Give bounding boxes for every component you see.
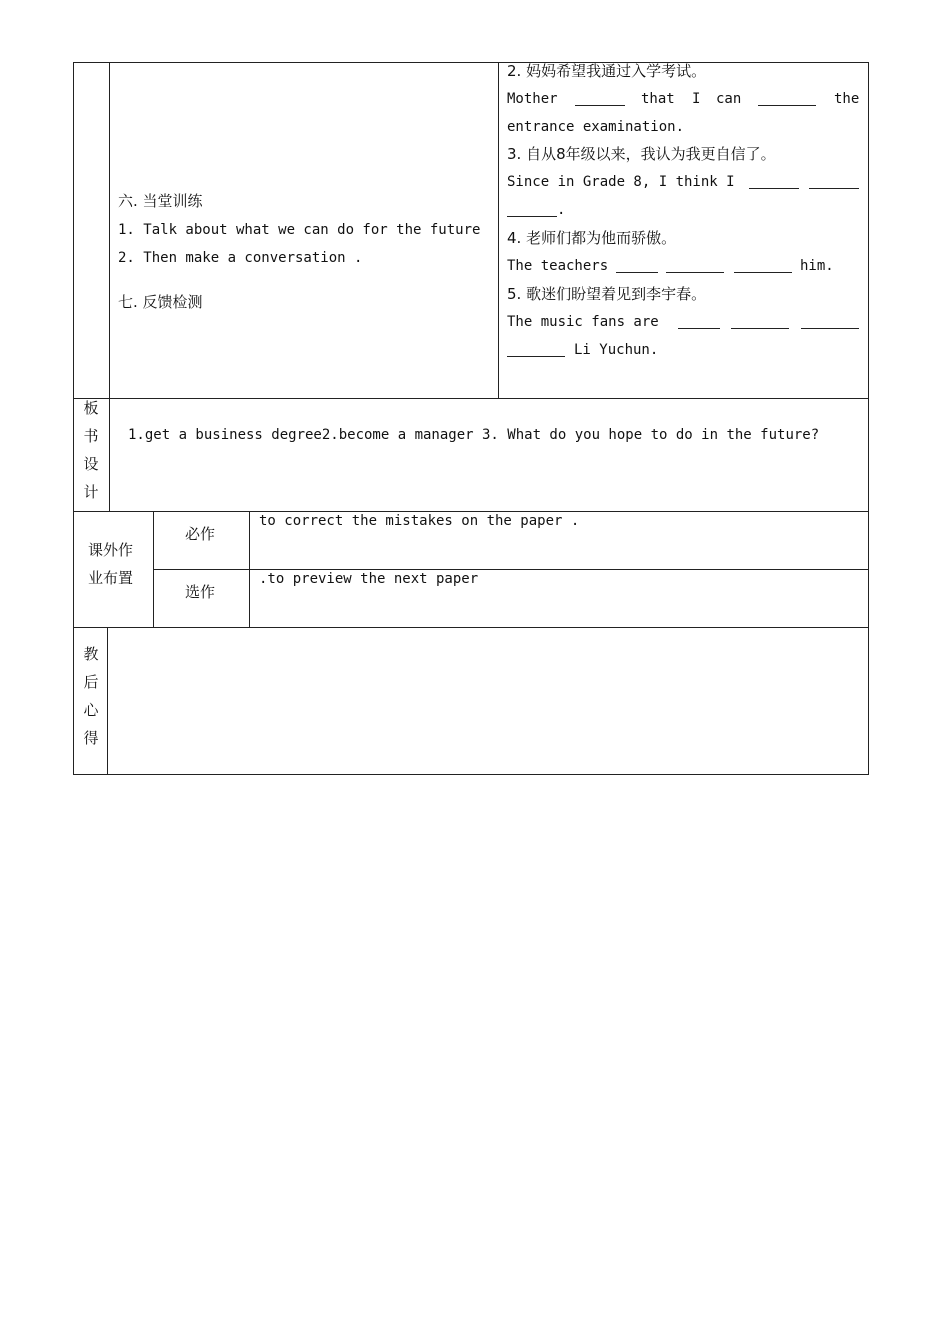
- question-4-english: The teachers: [507, 258, 609, 274]
- practice-item-2: 2. Then make a conversation .: [118, 250, 363, 266]
- required-label: 必作: [185, 525, 216, 543]
- question-2-word: that: [641, 91, 675, 107]
- reflection-label: 教 后 心 得: [83, 645, 99, 747]
- question-2-word: can: [716, 91, 742, 107]
- homework-label-line-1: 课外作: [88, 541, 134, 559]
- answer-blank: [731, 314, 789, 329]
- answer-blank: [801, 314, 859, 329]
- question-2-word: Mother: [507, 91, 558, 107]
- answer-blank: [575, 91, 625, 106]
- homework-label-line-2: 业布置: [88, 569, 134, 587]
- answer-blank: [616, 258, 658, 273]
- board-design-label: 板 书 设 计: [83, 399, 99, 501]
- answer-blank: [734, 258, 792, 273]
- feedback-heading: 七. 反馈检测: [118, 293, 203, 311]
- optional-label: 选作: [185, 583, 216, 601]
- question-3-chinese: 3. 自从8年级以来，我认为我更自信了。: [507, 145, 776, 163]
- question-2-word: the: [834, 91, 860, 107]
- question-4-end: him.: [800, 258, 834, 274]
- practice-item-1: 1. Talk about what we can do for the future: [118, 222, 481, 238]
- question-2-word: I: [692, 91, 701, 107]
- answer-blank: [678, 314, 720, 329]
- answer-blank: [809, 174, 859, 189]
- question-5-chinese: 5. 歌迷们盼望着见到李宇春。: [507, 285, 707, 303]
- question-5-end: Li Yuchun.: [574, 342, 659, 358]
- answer-blank: [749, 174, 799, 189]
- practice-heading: 六. 当堂训练: [118, 192, 203, 210]
- question-3-english: Since in Grade 8, I think I: [507, 174, 735, 190]
- required-text: to correct the mistakes on the paper .: [259, 513, 580, 529]
- question-2-line-2: entrance examination.: [507, 119, 685, 135]
- answer-blank: [507, 342, 565, 357]
- question-4-chinese: 4. 老师们都为他而骄傲。: [507, 229, 677, 247]
- optional-text: .to preview the next paper: [259, 571, 479, 587]
- answer-blank: [507, 202, 557, 217]
- question-2-chinese: 2. 妈妈希望我通过入学考试。: [507, 62, 707, 80]
- board-design-content: 1.get a business degree2.become a manager 3. What do you hope to do in the future?: [128, 427, 820, 443]
- answer-blank: [666, 258, 724, 273]
- question-5-english: The music fans are: [507, 314, 659, 330]
- answer-blank: [758, 91, 816, 106]
